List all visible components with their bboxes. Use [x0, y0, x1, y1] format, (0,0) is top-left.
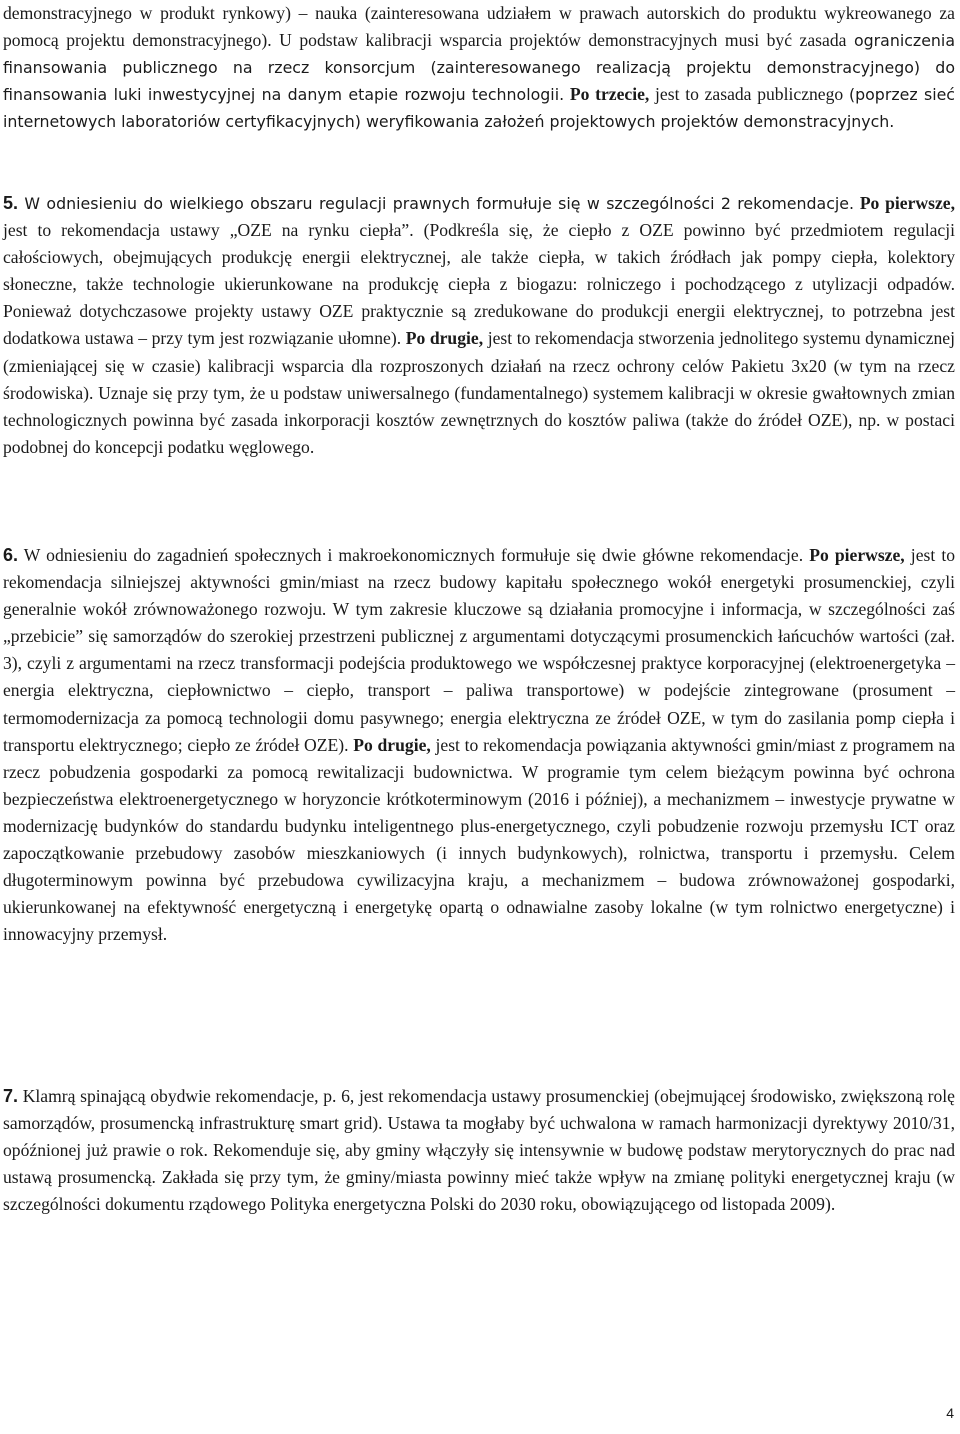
text-span: jest to rekomendacja stworzenia jednolitego systemu dynamicznej (zmieniającej się w czasie) kalibracji wsparcia dla rozproszonych działań na rzecz ochrony celów Pakietu 3x20 (w tym na rzecz środowiska). Uznaje się przy tym, że u podstaw uniwersalnego (fundamentalnego) systemem kalibracji w okresie gwałtownych zmian technologicznych powinna być zasada inkorporacji kosztów zewnętrznych do kosztów paliwa (także do źródeł OZE), np. w postaci podobnej do koncepcji podatku węglowego.	[3, 328, 955, 457]
text-span: jest to rekomendacja silniejszej aktywności gmin/miast na rzecz budowy kapitału społecznego wokół energetyki prosumenckiej, czyli generalnie wokół zrównoważonego rozwoju. W tym zakresie kluczowe są działania promocyjne i informacja, w szczególności zaś „przebicie” się samorządów do szerokiej przestrzeni publicznej z argumentami dotyczącymi prosumenckich łańcuchów wartości (zał. 3), czyli z argumentami na rzecz transformacji podejścia produktowego we współczesnej praktyce korporacyjnej (elektroenergetyka – energia elektryczna, ciepłownictwo – ciepło, transport – paliwa transportowe) w podejście zintegrowane (prosument – termomodernizacja za pomocą technologii domu pasywnego; energia elektryczna ze źródeł OZE, w tym do zasilania pomp ciepła i transportu elektrycznego; ciepło ze źródeł OZE).	[3, 545, 955, 755]
emphasis-po-pierwsze: Po pierwsze,	[809, 545, 905, 565]
emphasis-po-drugie: Po drugie,	[353, 734, 431, 755]
text-span: ograniczenia finansowania publicznego na rzecz konsorcjum (zainteresowanego realizacją projektu demonstracyjnego) do finansowania luki inwestycyjnej na danym etapie rozwoju technologii.	[3, 31, 955, 105]
emphasis-po-drugie: Po drugie,	[405, 328, 484, 349]
emphasis-po-trzecie: Po trzecie,	[569, 84, 650, 105]
text-span: jest to rekomendacja powiązania aktywności gmin/miast z programem na rzecz pobudzenia gospodarki za pomocą rewitalizacji budownictwa. W programie tym celem bieżącym powinna być ochrona bezpieczeństwa elektroenergetycznego w horyzoncie krótkoterminowym (2016 i później), a mechanizmem – inwestycje prywatne w modernizację budynków do standardu budynku inteligentnego plus-energetycznego, czyli pobudzenie rozwoju przemysłu ICT oraz zapoczątkowanie przebudowy zasobów mieszkaniowych (i innych budynkowych), rolnictwa, transportu i przemysłu. Celem długoterminowym powinna być przebudowa cywilizacyjna kraju, a mechanizmem – budowa zrównoważonej gospodarki, ukierunkowanej na efektywność energetyczną i energetykę opartą o odnawialne zasoby lokalne (w tym rolnictwo energetyczne) i innowacyjny przemysł.	[3, 734, 955, 945]
text-span: W odniesieniu do zagadnień społecznych i makroekonomicznych formułuje się dwie główne rekomendacje.	[18, 545, 810, 565]
page-number: 4	[946, 1405, 954, 1421]
text-span: demonstracyjnego w produkt rynkowy) – nauka (zainteresowana udziałem w prawach autorskich do produktu wykreowanego za pomocą projektu demonstracyjnego). U podstaw kalibracji wsparcia projektów demonstracyjnych musi być zasada	[3, 3, 955, 51]
text-span: Klamrą spinającą obydwie rekomendacje, p. 6, jest rekomendacja ustawy prosumenckiej (obejmującej środowisko, zwiększoną rolę samorządów, prosumencką infrastrukturę smart grid). Ustawa ta mogłaby być uchwalona w ramach harmonizacji dyrektywy 2010/31, opóźnionej już prawie o rok. Rekomenduje się, aby gminy włączyły się intensywnie w budowę podstaw merytorycznych do prac nad ustawą prosumencką. Zakłada się przy tym, że gminy/miasta powinny mieć także wpływ na zmianę polityki energetycznej kraju (w szczególności dokumentu rządowego Polityka energetyczna Polski do 2030 roku, obowiązującego od listopada 2009).	[3, 1086, 955, 1215]
paragraph-number: 6.	[3, 545, 19, 565]
text-span: jest to rekomendacja ustawy „OZE na rynku ciepła”. (Podkreśla się, że ciepło z OZE powinno być przedmiotem regulacji całościowych, obejmujących produkcję energii elektrycznej, ale także ciepła, w takich źródłach jak pompy ciepła, kolektory słoneczne, także technologie ukierunkowane na produkcję ciepła z biogazu: rolniczego i pochodzącego z utylizacji odpadów. Ponieważ dotychczasowe projekty ustawy OZE praktycznie są zredukowane do produkcji energii elektrycznej, to potrzebna jest dodatkowa ustawa – przy tym jest rozwiązanie ułomne).	[3, 220, 955, 349]
document-page	[3, 0, 955, 1218]
emphasis-po-pierwsze: Po pierwsze,	[859, 193, 955, 213]
paragraph-6	[3, 542, 955, 1083]
text-span: jest to zasada publicznego	[649, 84, 849, 105]
paragraph-7	[3, 1083, 955, 1218]
paragraph-number: 7.	[3, 1086, 19, 1106]
text-span: W odniesieniu do wielkiego obszaru regulacji prawnych formułuje się w szczególności 2 rekomendacje.	[18, 194, 855, 213]
paragraph-continuation	[3, 0, 955, 190]
paragraph-number: 5.	[3, 193, 19, 213]
text-span: (poprzez sieć internetowych laboratoriów certyfikacyjnych) weryfikowania założeń projektowych projektów demonstracyjnych.	[3, 85, 955, 132]
paragraph-5	[3, 190, 955, 542]
